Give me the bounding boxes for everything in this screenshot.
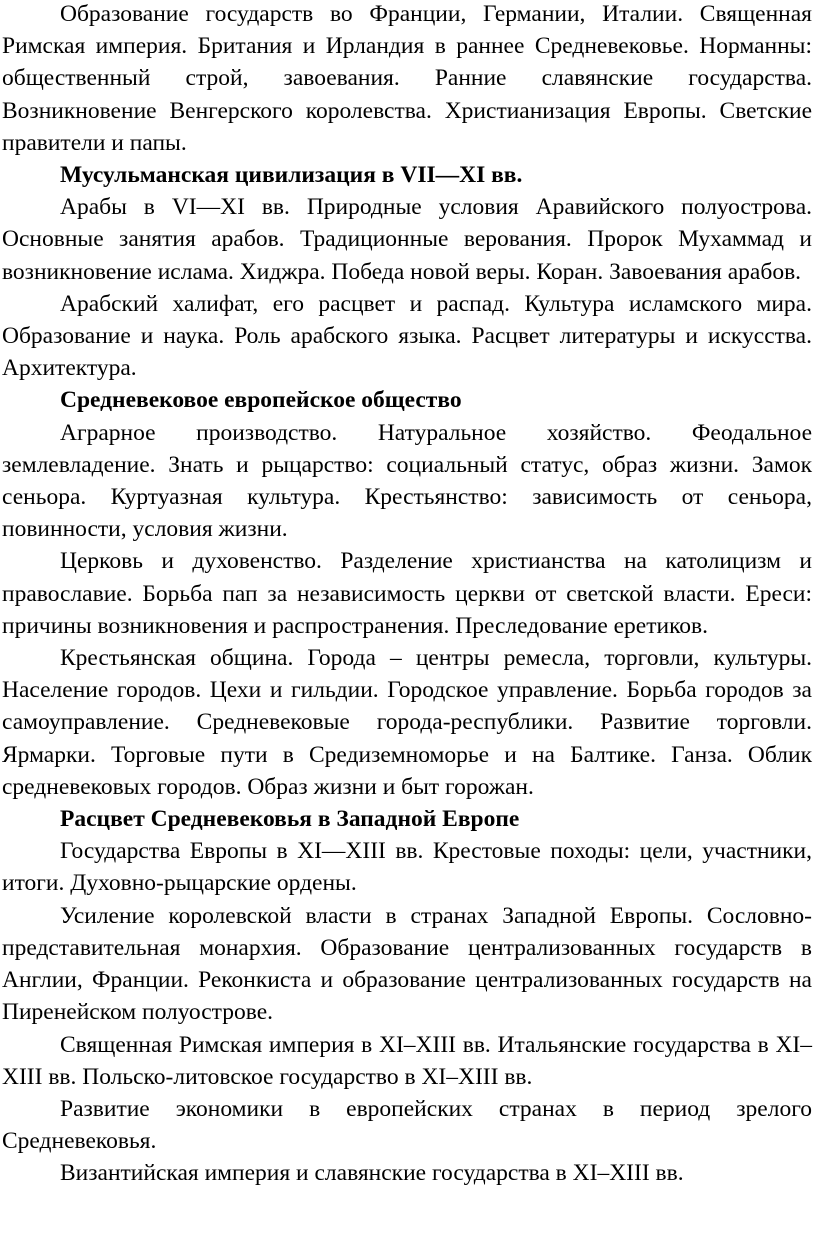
section-heading-muslim-civilization: Мусульманская цивилизация в VII—XI вв.	[60, 162, 523, 189]
paragraph-royal-power: Усиление королевской власти в странах Западной Европы. Сословно-представительная монархия. Образование централизованных государств в Англии, Франции. Реконкиста и образование централизованных государств на Пиренейском полуострове.	[2, 902, 812, 1026]
section-heading-medieval-society: Средневековое европейское общество	[60, 387, 462, 414]
paragraph-european-states: Государства Европы в XI—XIII вв. Крестовые походы: цели, участники, итоги. Духовно-рыцарские ордены.	[2, 838, 812, 897]
paragraph-byzantine-empire: Византийская империя и славянские государства в XI–XIII вв.	[60, 1160, 684, 1187]
paragraph-economy-development: Развитие экономики в европейских странах в период зрелого Средневековья.	[2, 1095, 812, 1155]
section-heading-high-middle-ages: Расцвет Средневековья в Западной Европе	[60, 806, 520, 833]
paragraph-agrarian-production: Аграрное производство. Натуральное хозяйство. Феодальное землевладение. Знать и рыцарство: социальный статус, образ жизни. Замок сеньора. Куртуазная культура. Крестьянство: зависимость от сеньора, повинности, условия жизни.	[2, 419, 812, 543]
paragraph-church-clergy: Церковь и духовенство. Разделение христианства на католицизм и православие. Борьба пап за независимость церкви от светской власти. Ереси: причины возникновения и распространения. Преследование еретиков.	[2, 548, 812, 639]
paragraph-peasant-community: Крестьянская община. Города – центры ремесла, торговли, культуры. Население городов. Цехи и гильдии. Городское управление. Борьба городов за самоуправление. Средневековые города-республики. Развитие торговли. Ярмарки. Торговые пути в Средиземноморье и на Балтике. Ганза. Облик средневековых городов. Образ жизни и быт горожан.	[2, 645, 812, 800]
paragraph-holy-roman-empire: Священная Римская империя в XI–XIII вв. Итальянские государства в XI–XIII вв. Польско-литовское государство в XI–XIII вв.	[2, 1031, 812, 1090]
paragraph-states-formation: Образование государств во Франции, Германии, Италии. Священная Римская империя. Британия и Ирландия в раннее Средневековье. Норманны: общественный строй, завоевания. Ранние славянские государства. Возникновение Венгерского королевства. Христианизация Европы. Светские правители и папы.	[2, 1, 812, 156]
paragraph-arab-caliphate: Арабский халифат, его расцвет и распад. Культура исламского мира. Образование и наука. Роль арабского языка. Расцвет литературы и искусства. Архитектура.	[2, 290, 812, 382]
paragraph-arabs: Арабы в VI—XI вв. Природные условия Аравийского полуострова. Основные занятия арабов. Традиционные верования. Пророк Мухаммад и возникновение ислама. Хиджра. Победа новой веры. Коран. Завоевания арабов.	[2, 194, 812, 285]
